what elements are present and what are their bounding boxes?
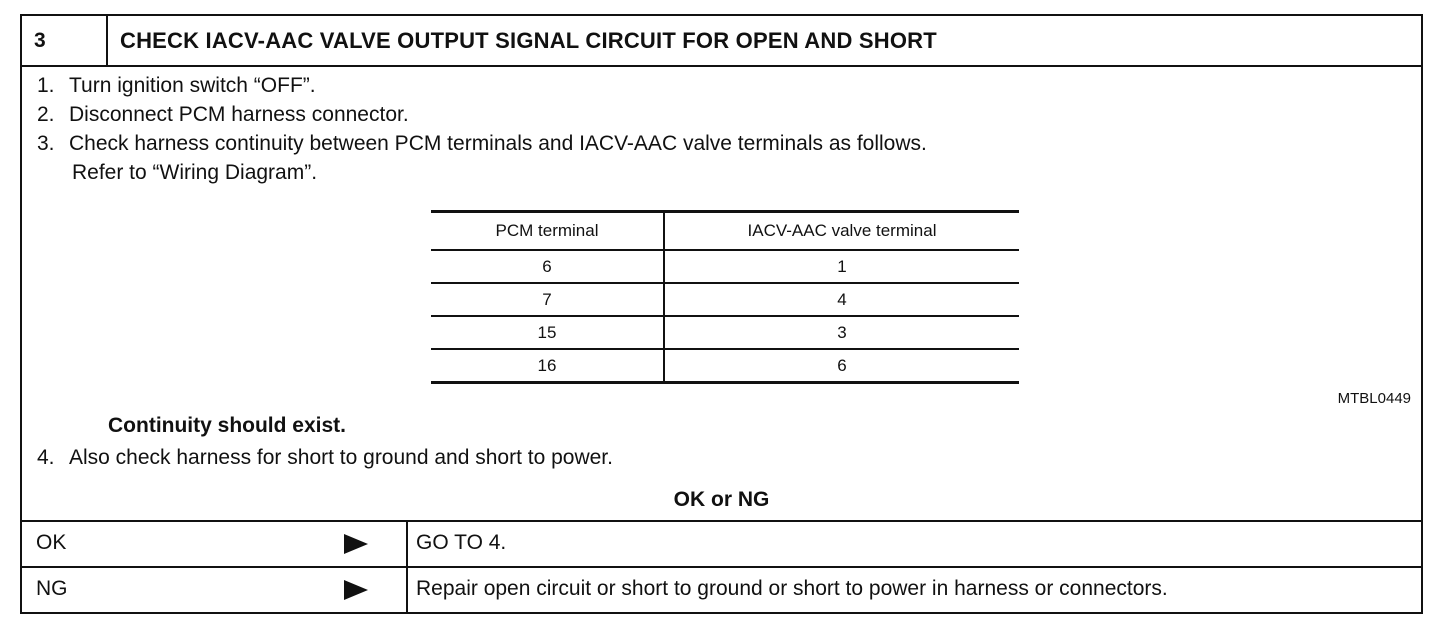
table-header-row: [431, 212, 1019, 251]
pcm-terminal-cell: 15: [431, 316, 664, 349]
arrow-right-icon: [344, 580, 368, 600]
step-item: [37, 102, 409, 128]
pcm-terminal-cell: 7: [431, 283, 664, 316]
step-number: 3: [22, 16, 108, 65]
result-action-ok: GO TO 4.: [406, 522, 1421, 566]
step-num: 4.: [37, 446, 55, 469]
step-num: 3.: [37, 132, 55, 155]
valve-terminal-cell: 1: [664, 250, 1019, 283]
result-action-ng: Repair open circuit or short to ground or short to power in harness or connectors.: [406, 568, 1421, 614]
continuity-note: Continuity should exist.: [108, 414, 347, 437]
refer-note: Refer to “Wiring Diagram”.: [72, 161, 318, 184]
table-row: [431, 349, 1019, 383]
figure-code: MTBL0449: [1337, 390, 1411, 407]
procedure-title: CHECK IACV-AAC VALVE OUTPUT SIGNAL CIRCUIT FOR OPEN AND SHORT: [120, 28, 937, 53]
step-item: [37, 445, 613, 471]
step-text: Check harness continuity between PCM terminals and IACV-AAC valve terminals as follows.: [69, 132, 927, 155]
result-row-ok: [22, 520, 1421, 566]
step-text: Turn ignition switch “OFF”.: [69, 74, 316, 97]
result-label-ok: OK: [36, 531, 67, 554]
table-row: [431, 316, 1019, 349]
table-row: [431, 250, 1019, 283]
procedure-header: [22, 16, 1421, 67]
result-row-ng: [22, 566, 1421, 614]
valve-terminal-cell: 3: [664, 316, 1019, 349]
arrow-right-icon: [344, 534, 368, 554]
result-label: OK or NG: [673, 488, 770, 511]
step-num: 2.: [37, 103, 55, 126]
step-item: [37, 131, 927, 157]
step-text: Disconnect PCM harness connector.: [69, 103, 409, 126]
step-num: 1.: [37, 74, 55, 97]
pcm-terminal-cell: 6: [431, 250, 664, 283]
table-row: [431, 283, 1019, 316]
pcm-terminal-cell: 16: [431, 349, 664, 383]
diagnostic-procedure-box: [20, 14, 1423, 614]
column-header-iacv: IACV-AAC valve terminal: [664, 212, 1019, 251]
result-label-ng: NG: [36, 577, 68, 600]
step-text: Also check harness for short to ground and short to power.: [69, 446, 613, 469]
terminal-table: [431, 210, 1019, 384]
step-item: [37, 73, 316, 99]
column-header-pcm: PCM terminal: [431, 212, 664, 251]
valve-terminal-cell: 6: [664, 349, 1019, 383]
valve-terminal-cell: 4: [664, 283, 1019, 316]
